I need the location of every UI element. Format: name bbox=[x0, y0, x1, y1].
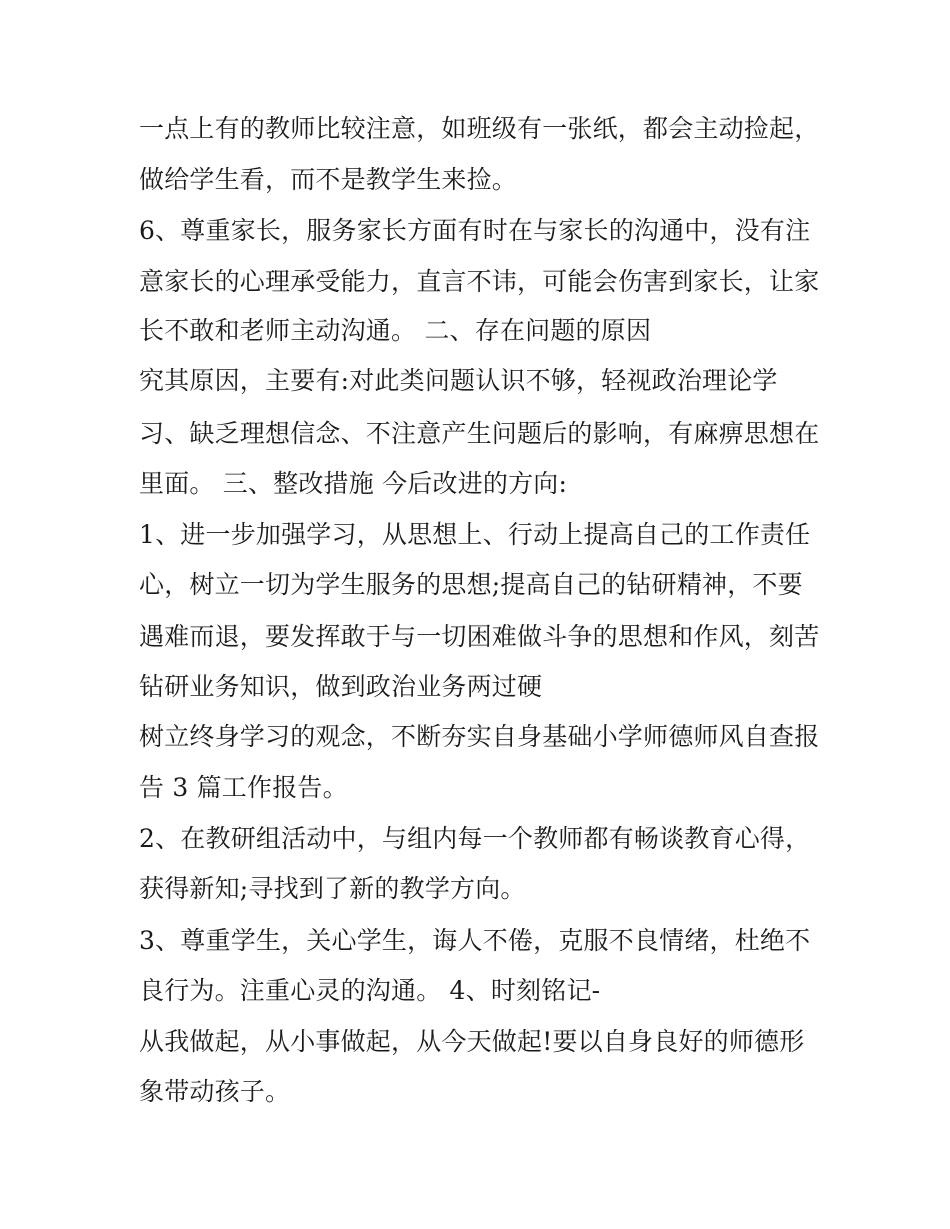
text-line: 6、尊重家长，服务家长方面有时在与家长的沟通中，没有注 bbox=[139, 216, 811, 245]
text-line: 树立终身学习的观念，不断夯实自身基础小学师德师风自查报 bbox=[139, 722, 820, 751]
text-line: 1、进一步加强学习，从思想上、行动上提高自己的工作责任 bbox=[139, 520, 811, 549]
text-line: 意家长的心理承受能力，直言不讳，可能会伤害到家长，让家 bbox=[139, 267, 820, 296]
text-line: 从我做起，从小事做起，从今天做起!要以自身良好的师德形 bbox=[139, 1027, 805, 1056]
text-line: 里面。 三、整改措施 今后改进的方向: bbox=[139, 469, 568, 498]
text-line: 获得新知;寻找到了新的教学方向。 bbox=[139, 874, 526, 903]
text-line: 究其原因，主要有:对此类问题认识不够，轻视政治理论学 bbox=[139, 366, 778, 395]
text-line: 3、尊重学生，关心学生，诲人不倦，克服不良情绪，杜绝不 bbox=[139, 926, 811, 955]
text-line: 象带动孩子。 bbox=[139, 1077, 291, 1106]
text-line: 心，树立一切为学生服务的思想;提高自己的钻研精神，不要 bbox=[139, 570, 803, 599]
text-line: 2、在教研组活动中，与组内每一个教师都有畅谈教育心得， bbox=[139, 824, 811, 853]
text-line: 告 3 篇工作报告。 bbox=[139, 773, 348, 802]
text-line: 良行为。注重心灵的沟通。 4、时刻铭记- bbox=[139, 976, 601, 1005]
text-line: 习、缺乏理想信念、不注意产生问题后的影响，有麻痹思想在 bbox=[139, 419, 820, 448]
text-line: 遇难而退，要发挥敢于与一切困难做斗争的思想和作风，刻苦 bbox=[139, 622, 820, 651]
text-line: 长不敢和老师主动沟通。 二、存在问题的原因 bbox=[139, 316, 652, 345]
text-line: 做给学生看，而不是教学生来捡。 bbox=[139, 165, 518, 194]
text-line: 一点上有的教师比较注意，如班级有一张纸，都会主动捡起， bbox=[139, 114, 820, 143]
text-line: 钻研业务知识，做到政治业务两过硬 bbox=[139, 672, 543, 701]
